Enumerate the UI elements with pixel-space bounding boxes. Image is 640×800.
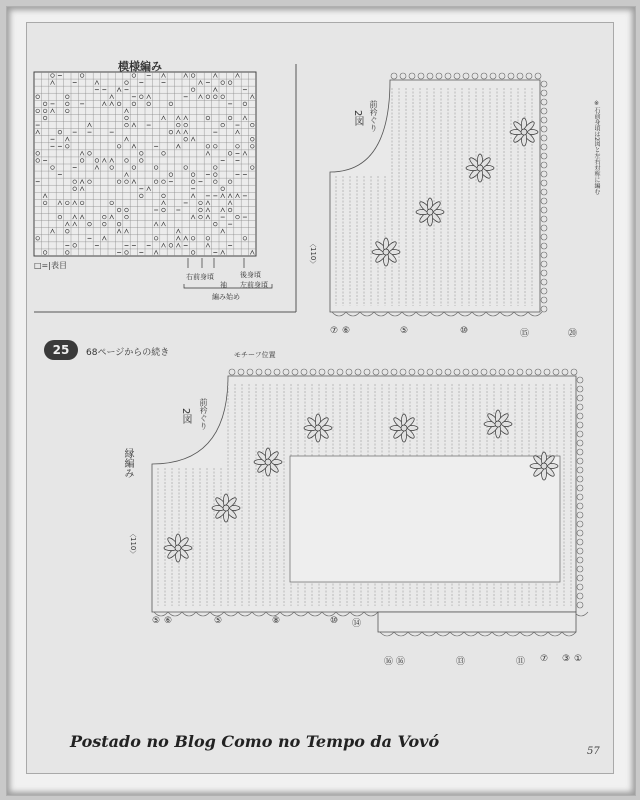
stitch-marker: ⑧ bbox=[272, 616, 281, 626]
chart-label-back-body: 後身頃 bbox=[240, 271, 261, 279]
stitch-marker: ⑤ bbox=[400, 326, 409, 336]
top-fig-label: 2図 bbox=[352, 110, 363, 127]
bottom-edge-label: 前衿ぐり bbox=[199, 398, 208, 430]
stitch-marker: ⑳ bbox=[568, 329, 578, 339]
bottom-top-edge-label: モチーフ位置 bbox=[234, 351, 276, 359]
stitch-marker: ⑩ bbox=[330, 616, 339, 626]
stitch-marker: ⑤ bbox=[214, 616, 223, 626]
stitch-pattern-chart bbox=[34, 72, 272, 288]
chart-label-right-front: 右前身頃 bbox=[186, 273, 214, 281]
bottom-fig-label: 2図 bbox=[180, 408, 191, 425]
stitch-marker: ⑦ bbox=[330, 326, 339, 336]
chart-label-start: 編み始め bbox=[212, 293, 240, 301]
stitch-marker: ⑬ bbox=[456, 657, 466, 667]
bottom-side-label: 縁編み bbox=[122, 448, 133, 478]
stitch-marker: ⑯ bbox=[396, 657, 406, 667]
stitch-marker: ⑭ bbox=[352, 619, 362, 629]
stitch-marker: ⑥ bbox=[164, 616, 173, 626]
stitch-marker: ⑥ bbox=[342, 326, 351, 336]
top-note: ※石前身頃は2図と左右対称に編む bbox=[593, 100, 600, 195]
stitch-marker: ⑮ bbox=[520, 329, 530, 339]
stitch-marker: ⑯ bbox=[384, 657, 394, 667]
chart-label-sleeve: 袖 bbox=[220, 281, 227, 289]
stitch-marker: ⑦ bbox=[540, 654, 549, 664]
bottom-size-label: 〈110〉 bbox=[129, 530, 137, 558]
stitch-marker: ⑤ bbox=[152, 616, 161, 626]
bottom-crochet-diagram bbox=[152, 369, 588, 636]
stitch-marker: ⑩ bbox=[460, 326, 469, 336]
stitch-marker: ③ bbox=[562, 654, 571, 664]
page-number: 57 bbox=[587, 746, 600, 757]
continued-from-label: 68ページからの続き bbox=[86, 348, 170, 358]
stitch-marker: ⑪ bbox=[516, 657, 526, 667]
stitch-marker: ① bbox=[574, 654, 583, 664]
top-size-label: 〈110〉 bbox=[309, 240, 317, 268]
chart-title: 模様編み bbox=[118, 60, 162, 73]
chart-label-left-front: 左前身頃 bbox=[240, 281, 268, 289]
blog-credit: Postado no Blog Como no Tempo da Vovó bbox=[70, 732, 440, 751]
section-number-badge: 25 bbox=[44, 340, 78, 360]
chart-legend: □=|表目 bbox=[34, 261, 67, 270]
top-edge-label: 前衿ぐり bbox=[369, 100, 378, 132]
